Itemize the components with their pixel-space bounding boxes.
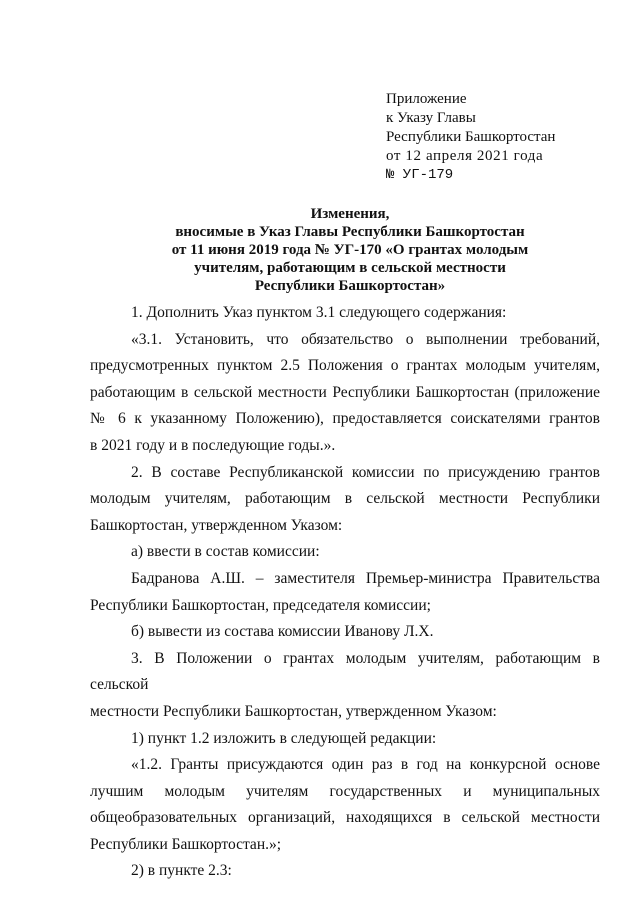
paragraph-line: молодым учителям, работающим в сельской местности Республики bbox=[90, 490, 600, 508]
paragraph-line: работающим в сельской местности Республики Башкортостан (приложение bbox=[90, 383, 600, 401]
paragraph-line: «3.1. Установить, что обязательство о выполнении требований, bbox=[131, 330, 600, 348]
appendix-block bbox=[386, 90, 555, 185]
paragraph-line: Республики Башкортостан.»; bbox=[90, 835, 282, 853]
paragraph-line: «1.2. Гранты присуждаются один раз в год на конкурсной основе bbox=[131, 756, 600, 774]
paragraph-line: 1) пункт 1.2 изложить в следующей редакции: bbox=[131, 729, 437, 747]
title-line: Изменения, bbox=[310, 206, 390, 222]
paragraph-line: в 2021 году и в последующие годы.». bbox=[90, 436, 336, 454]
document-title bbox=[100, 205, 600, 295]
paragraph-line: Бадранова А.Ш. – заместителя Премьер-министра Правительства bbox=[131, 569, 600, 587]
paragraph-line: 3. В Положении о грантах молодым учителям, работающим в сельской bbox=[90, 649, 600, 694]
paragraph-line: 2. В составе Республиканской комиссии по присуждению грантов bbox=[131, 463, 600, 481]
paragraph-line: 1. Дополнить Указ пунктом 3.1 следующего содержания: bbox=[131, 304, 507, 321]
appendix-line: к Указу Главы bbox=[386, 110, 476, 126]
title-line: Республики Башкортостан» bbox=[254, 278, 446, 294]
paragraph-line: а) ввести в состав комиссии: bbox=[131, 543, 320, 561]
document-body bbox=[90, 300, 600, 885]
paragraph-line: местности Республики Башкортостан, утвержденном Указом: bbox=[90, 702, 497, 720]
paragraph-line: б) вывести из состава комиссии Иванову Л.Х. bbox=[131, 623, 434, 641]
paragraph-line: лучшим молодым учителям государственных и муниципальных bbox=[90, 782, 600, 800]
appendix-line: Приложение bbox=[386, 91, 467, 107]
appendix-date: от 12 апреля 2021 года bbox=[386, 148, 544, 164]
paragraph-line: Республики Башкортостан, председателя комиссии; bbox=[90, 596, 431, 614]
title-line: вносимые в Указ Главы Республики Башкортостан bbox=[175, 224, 525, 240]
appendix-line: Республики Башкортостан bbox=[386, 129, 556, 145]
paragraph-line: № 6 к указанному Положению), предоставляется соискателями грантов bbox=[90, 410, 600, 428]
title-line: от 11 июня 2019 года № УГ-170 «О грантах молодым bbox=[171, 242, 529, 258]
paragraph-line: общеобразовательных организаций, находящихся в сельской местности bbox=[90, 809, 600, 827]
paragraph-line: Башкортостан, утвержденном Указом: bbox=[90, 516, 343, 534]
paragraph-line: предусмотренных пунктом 2.5 Положения о грантах молодым учителям, bbox=[90, 357, 600, 375]
title-line: учителям, работающим в сельской местности bbox=[194, 260, 506, 276]
paragraph-line: 2) в пункте 2.3: bbox=[131, 862, 232, 880]
appendix-number: № УГ-179 bbox=[386, 167, 454, 183]
